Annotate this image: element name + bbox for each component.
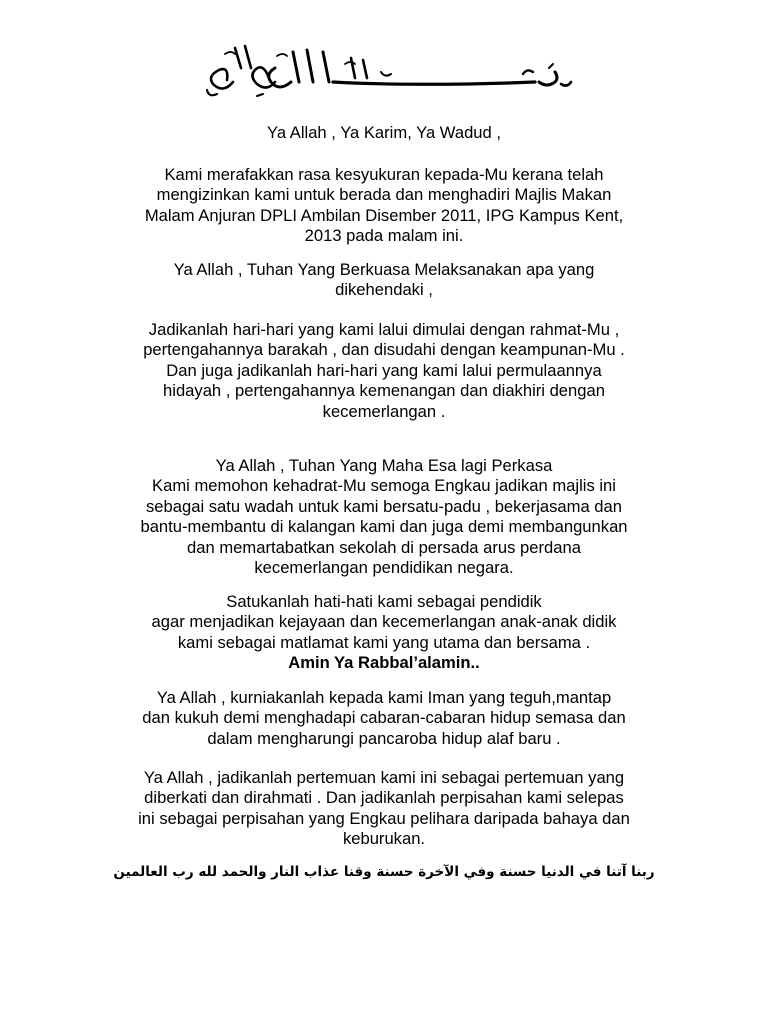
paragraph-gratitude (100, 165, 668, 247)
p2-line: mengizinkan kami untuk berada dan menghadiri Majlis Makan (156, 185, 612, 205)
p7-line: dan kukuh demi menghadapi cabaran-cabaran hidup semasa dan (142, 708, 626, 728)
opening-invocation (100, 123, 668, 143)
p6-line: Satukanlah hati-hati kami sebagai pendidik (226, 592, 542, 611)
p5-line: Kami memohon kehadrat-Mu semoga Engkau jadikan majlis ini (152, 476, 616, 496)
p1-line: Ya Allah , Ya Karim, Ya Wadud , (267, 123, 501, 142)
paragraph-iman (100, 688, 668, 749)
p2-line: Kami merafakkan rasa kesyukuran kepada-Mu kerana telah (164, 165, 604, 184)
paragraph-days (100, 320, 668, 422)
p5-line: kecemerlangan pendidikan negara. (254, 558, 514, 578)
basmala-calligraphy (205, 38, 575, 102)
p4-line: kecemerlangan . (322, 401, 446, 421)
paragraph-invocation-power (100, 260, 668, 301)
p8-line: ini sebagai perpisahan yang Engkau pelihara daripada bahaya dan (138, 808, 630, 828)
p3-line: Ya Allah , Tuhan Yang Berkuasa Melaksanakan apa yang (173, 260, 595, 279)
p5-line: dan memartabatkan sekolah di persada arus perdana (187, 537, 581, 557)
p4-line: Dan juga jadikanlah hari-hari yang kami lalui permulaannya (166, 360, 602, 380)
p7-line: dalam mengharungi pancaroba hidup alaf baru . (207, 728, 561, 748)
arabic-closing-prayer: ربنا آتنا في الدنيا حسنة وفي الآخرة حسنة وقنا عذاب النار والحمد لله رب العالمين (113, 864, 655, 880)
p3-line: dikehendaki , (335, 280, 433, 300)
p5-line: sebagai satu wadah untuk kami bersatu-padu , bekerjasama dan (146, 496, 622, 516)
p5-line: Ya Allah , Tuhan Yang Maha Esa lagi Perkasa (215, 456, 553, 475)
p6-line: agar menjadikan kejayaan dan kecemerlangan anak-anak didik (151, 612, 617, 632)
p8-line: keburukan. (342, 829, 426, 849)
p4-line: pertengahannya barakah , dan disudahi dengan keampunan-Mu . (143, 340, 625, 360)
p8-line: diberkati dan dirahmati . Dan jadikanlah perpisahan kami selepas (144, 788, 624, 808)
paragraph-meeting (100, 768, 668, 850)
paragraph-majlis-hope (100, 456, 668, 578)
p2-line: Malam Anjuran DPLI Ambilan Disember 2011, IPG Kampus Kent, (144, 205, 624, 225)
p4-line: hidayah , pertengahannya kemenangan dan diakhiri dengan (163, 381, 605, 401)
p6-line: kami sebagai matlamat kami yang utama dan bersama . (177, 632, 591, 652)
p5-line: bantu-membantu di kalangan kami dan juga demi membangunkan (140, 517, 628, 537)
p2-line: 2013 pada malam ini. (304, 226, 464, 246)
paragraph-unity (100, 592, 668, 674)
p8-line: Ya Allah , jadikanlah pertemuan kami ini sebagai pertemuan yang (143, 768, 625, 787)
p4-line: Jadikanlah hari-hari yang kami lalui dimulai dengan rahmat-Mu , (148, 320, 620, 339)
amin-line: Amin Ya Rabbal’alamin.. (288, 653, 480, 673)
p7-line: Ya Allah , kurniakanlah kepada kami Iman yang teguh,mantap (156, 688, 612, 707)
